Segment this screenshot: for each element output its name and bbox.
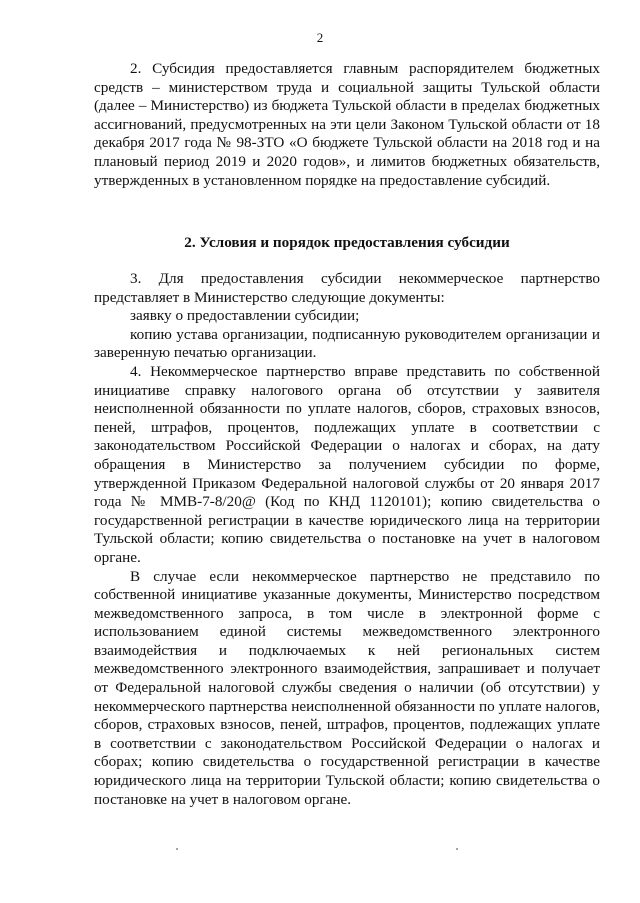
paragraph-4: 4. Некоммерческое партнерство вправе представить по собственной инициативе справку налогового органа об отсутствии у заявителя неисполненной обязанности по уплате налогов, сборов, страховых взносов, пеней, штрафов, процентов, подлежащих уплате в соответствии с законодательством Российской Федерации о налогах и сборах, на дату обращения в Министерство за получением субсидии по форме, утвержденной Приказом Федеральной налоговой службы от 20 января 2017 года № ММВ-7-8/20@ (Код по КНД 1120101); копию свидетельства о государственной регистрации в качестве юридического лица на территории Тульской области; копию свидетельства о постановке на учет в налоговом органе. [94,362,600,566]
page-number: 2 [316,30,324,45]
paragraph-application: заявку о предоставлении субсидии; [130,307,360,325]
paragraph-3: 3. Для предоставления субсидии некоммерческое партнерство представляет в Министерство следующие документы: [94,270,600,306]
paragraph-interagency-request: В случае если некоммерческое партнерство не представило по собственной инициативе указанные документы, Министерство посредством межведомственного запроса, в том числе в электронной форме с использованием единой системы межведомственного электронного взаимодействия и подключаемых к ней региональных систем межведомственного электронного взаимодействия, запрашивает и получает от Федеральной налоговой службы сведения о наличии (об отсутствии) у некоммерческого партнерства неисполненной обязанности по уплате налогов, сборов, страховых взносов, пеней, штрафов, процентов, подлежащих уплате в соответствии с законодательством Российской Федерации о налогах и сборах; копию свидетельства о государственной регистрации в качестве юридического лица на территории Тульской области; копию свидетельства о постановке на учет в налоговом органе. [94,567,600,808]
section-2-text [94,270,600,809]
paragraph-charter-copy: копию устава организации, подписанную руководителем организации и заверенную печатью организации. [94,325,600,362]
paragraph-2: 2. Субсидия предоставляется главным распорядителем бюджетных средств – министерством труда и социальной защиты Тульской области (далее – Министерство) из бюджета Тульской области в пределах бюджетных ассигнований, предусмотренных на эти цели Законом Тульской области от 18 декабря 2017 года № 98-ЗТО «О бюджете Тульской области на 2018 год и на плановый период 2019 и 2020 годов», и лимитов бюджетных обязательств, утвержденных в установленном порядке на предоставление субсидий. [94,60,600,189]
section-1-text [94,60,600,190]
section-heading: 2. Условия и порядок предоставления субсидии [184,234,510,251]
scan-speck [456,848,458,850]
scan-speck [176,848,178,850]
